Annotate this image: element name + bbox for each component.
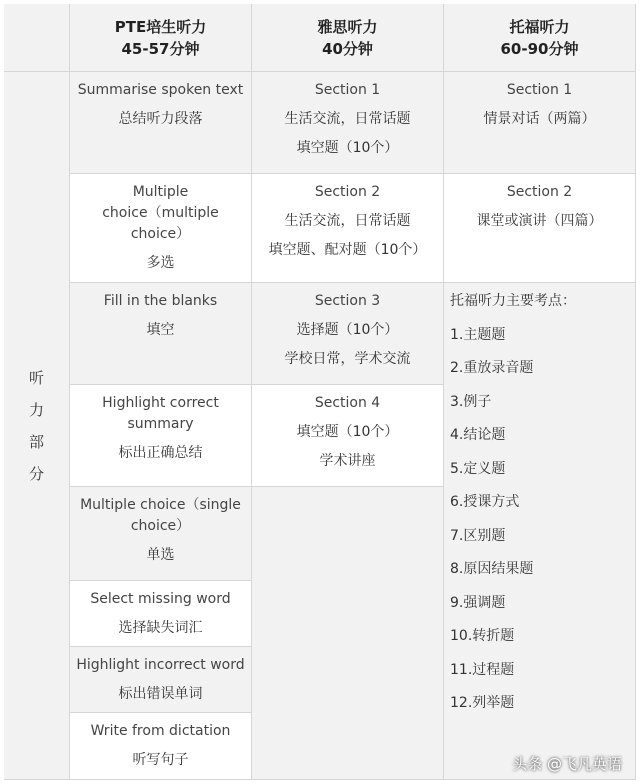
toefl-key-points — [444, 283, 636, 780]
pte-item — [70, 174, 252, 283]
ielts-section-line: 学术讲座 — [319, 453, 376, 469]
ielts-section-title: Section 4 — [314, 395, 381, 411]
pte-item — [70, 385, 252, 487]
row-label-char: 力 — [28, 400, 44, 419]
toefl-point: 3.例子 — [450, 393, 492, 410]
pte-item-zh: 总结听力段落 — [118, 111, 203, 127]
toefl-section-line: 情景对话（两篇） — [483, 111, 596, 127]
toefl-point: 2.重放录音题 — [450, 360, 534, 376]
toefl-point: 4.结论题 — [450, 427, 506, 443]
ielts-section-title: Section 2 — [314, 184, 381, 200]
header-toefl-title: 托福听力 — [509, 17, 570, 36]
ielts-section — [252, 72, 444, 174]
pte-item — [70, 283, 252, 385]
header-toefl — [444, 4, 636, 72]
pte-item-en: Multiple choice（single — [80, 497, 241, 513]
ielts-section-line: 生活交流，日常话题 — [284, 111, 411, 127]
watermark: 头条 @飞凡英语 — [512, 755, 622, 773]
pte-item-en: choice（multiple — [102, 205, 219, 221]
header-pte-title: PTE培生听力 — [114, 17, 207, 36]
pte-item-en: Select missing word — [90, 591, 231, 607]
ielts-section-title: Section 1 — [314, 82, 381, 98]
header-pte-duration: 45-57分钟 — [121, 39, 200, 58]
toefl-section-title: Section 2 — [506, 184, 573, 200]
header-ielts-duration: 40分钟 — [322, 39, 373, 58]
header-ielts — [252, 4, 444, 72]
pte-item — [70, 487, 252, 581]
toefl-section-title: Section 1 — [506, 82, 573, 98]
pte-item — [70, 581, 252, 647]
pte-item-zh: 填空 — [146, 322, 175, 338]
header-pte — [70, 4, 252, 72]
row-label-char: 部 — [28, 432, 44, 451]
pte-item — [70, 713, 252, 780]
toefl-section — [444, 72, 636, 174]
ielts-section-line: 生活交流，日常话题 — [284, 213, 411, 229]
pte-item-zh: 标出错误单词 — [118, 686, 203, 702]
pte-item-zh: 选择缺失词汇 — [118, 620, 203, 636]
row-label-char: 分 — [28, 464, 44, 483]
toefl-section-line: 课堂或演讲（四篇） — [476, 213, 603, 229]
ielts-section — [252, 283, 444, 385]
pte-item-en: Summarise spoken text — [77, 82, 244, 98]
toefl-points-title: 托福听力主要考点： — [450, 293, 576, 309]
ielts-section-title: Section 3 — [314, 293, 381, 309]
ielts-section — [252, 385, 444, 487]
toefl-point: 9.强调题 — [450, 594, 506, 611]
comparison-table — [4, 4, 636, 780]
row-label-listening — [4, 72, 70, 780]
pte-item-zh: 多选 — [146, 255, 175, 271]
ielts-section-line: 填空题（10个） — [296, 140, 399, 156]
row-label-char: 听 — [28, 368, 44, 387]
toefl-point: 6.授课方式 — [450, 494, 520, 510]
corner-cell — [4, 4, 70, 72]
toefl-point: 12.列举题 — [450, 695, 515, 711]
toefl-point: 11.过程题 — [450, 661, 515, 678]
pte-item-zh: 听写句子 — [132, 752, 189, 768]
header-ielts-title: 雅思听力 — [317, 17, 378, 36]
pte-item-en: Highlight correct — [102, 395, 219, 411]
toefl-point: 1.主题题 — [450, 326, 506, 343]
ielts-section-line: 学校日常，学术交流 — [284, 351, 411, 367]
ielts-section — [252, 174, 444, 283]
ielts-section-line: 填空题（10个） — [296, 424, 399, 440]
pte-item — [70, 72, 252, 174]
pte-item-en: summary — [127, 416, 194, 432]
ielts-empty — [252, 487, 444, 780]
pte-item-en: Multiple — [132, 184, 189, 200]
pte-item-en: Highlight incorrect word — [76, 657, 245, 673]
toefl-point: 5.定义题 — [450, 460, 506, 477]
pte-item-en: choice） — [130, 226, 191, 242]
ielts-section-line: 填空题、配对题（10个） — [268, 242, 427, 258]
toefl-section — [444, 174, 636, 283]
toefl-point: 10.转折题 — [450, 628, 515, 644]
pte-item-zh: 标出正确总结 — [118, 445, 203, 461]
toefl-point: 7.区别题 — [450, 527, 506, 544]
toefl-point: 8.原因结果题 — [450, 561, 534, 577]
header-toefl-duration: 60-90分钟 — [500, 39, 579, 58]
pte-item-en: Write from dictation — [90, 723, 231, 739]
pte-item-en: Fill in the blanks — [103, 293, 218, 309]
pte-item-en: choice） — [130, 518, 191, 534]
pte-item — [70, 647, 252, 713]
pte-item-zh: 单选 — [146, 547, 175, 563]
ielts-section-line: 选择题（10个） — [296, 322, 399, 338]
